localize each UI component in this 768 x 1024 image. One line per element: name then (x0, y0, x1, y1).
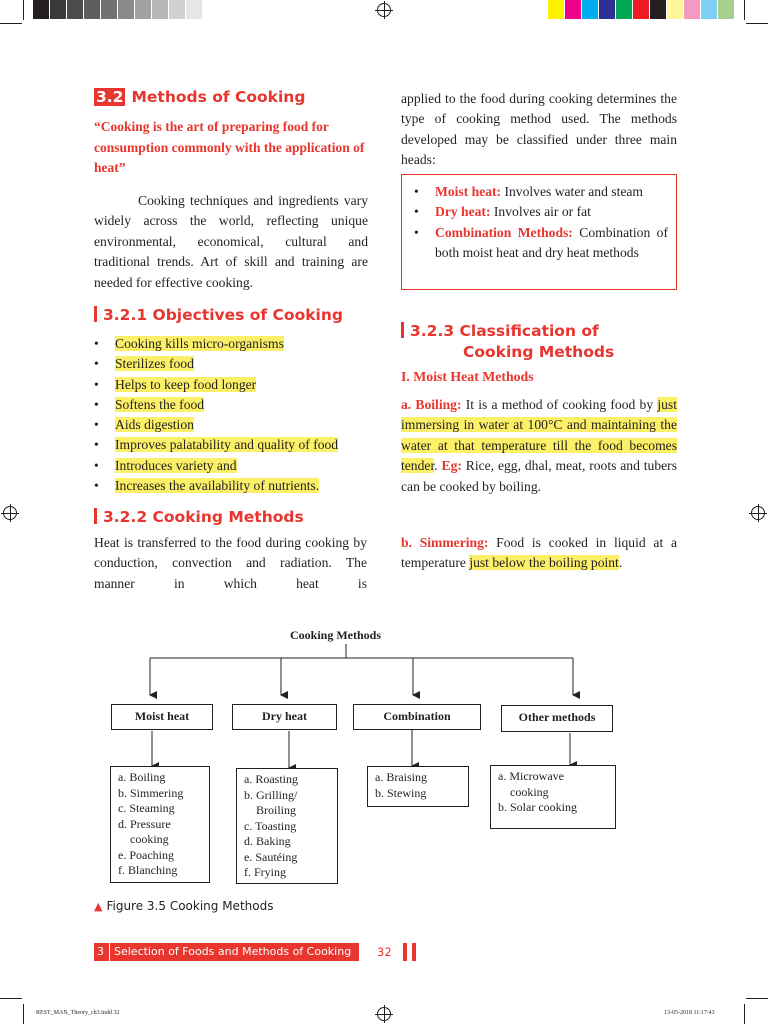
method-item: b. Stewing (375, 785, 427, 800)
heading-bar (401, 322, 404, 338)
gray-swatch (118, 0, 135, 19)
leaf-combination (367, 766, 469, 807)
triangle-icon: ▲ (94, 900, 103, 913)
color-swatch (616, 0, 633, 19)
crop-mark (746, 998, 768, 999)
node-moist-heat: Moist heat (111, 704, 213, 730)
objective-text: Introduces variety and (115, 457, 237, 473)
diagram-title: Cooking Methods (290, 628, 382, 642)
registration-mark-left (3, 506, 17, 520)
crop-mark (0, 23, 22, 24)
color-swatch (701, 0, 718, 19)
page-bar (403, 943, 407, 961)
page-bar (412, 943, 416, 961)
heads-item-combination (412, 223, 668, 264)
crop-mark (23, 0, 24, 20)
color-swatch (599, 0, 616, 19)
moist-label: Moist heat: (435, 184, 502, 199)
leaf-other-methods (490, 765, 616, 829)
method-item: a. Roasting (244, 772, 298, 786)
chapter-title: Selection of Foods and Methods of Cooking (114, 945, 352, 958)
objective-text: Aids digestion (115, 417, 194, 433)
registration-mark-top (377, 3, 391, 17)
page-number: 32 (377, 945, 392, 959)
heading-bar (94, 306, 97, 322)
method-item: d. Pressure (118, 816, 171, 831)
section-title-text: Methods of Cooking (131, 88, 306, 106)
objective-item (94, 476, 338, 496)
boiling-highlight: just immersing in water at 100°C and maintaining the water at that temperature till the food becomes tender (401, 397, 677, 474)
cooking-methods-heading-text: 3.2.2 Cooking Methods (103, 508, 304, 526)
boiling-paragraph (401, 395, 677, 497)
objective-text: Cooking kills micro-organisms (115, 336, 284, 351)
color-swatch (684, 0, 701, 19)
combination-label: Combination Methods: (435, 224, 573, 240)
simmering-highlight: just below the boiling point (469, 555, 619, 571)
heat-continued-paragraph: applied to the food during cooking determines the type of cooking method used. The methods developed may be classified under three main heads: (401, 91, 677, 168)
color-swatch (718, 0, 735, 19)
objective-text: Increases the availability of nutrients. (115, 478, 320, 494)
method-item: b. Grilling/ (244, 787, 298, 802)
method-item: Broiling (244, 803, 297, 817)
gray-swatch (33, 0, 50, 19)
method-item: a. Boiling (118, 770, 166, 784)
method-item: f. Blanching (118, 863, 178, 877)
section-number: 3.2 (96, 88, 124, 106)
objective-item (94, 354, 338, 374)
figure-caption (94, 899, 273, 913)
objective-item (94, 415, 338, 435)
leaf-moist-heat (110, 766, 210, 883)
node-combination: Combination (353, 704, 481, 730)
color-swatch (548, 0, 565, 19)
gray-swatch (169, 0, 186, 19)
crop-mark (23, 1004, 24, 1024)
dry-text: Involves air or fat (490, 204, 591, 220)
color-swatch (650, 0, 667, 19)
method-item: cooking (118, 832, 169, 846)
method-item: cooking (498, 784, 549, 799)
gray-swatch-bar (33, 0, 220, 19)
method-item: a. Braising (375, 770, 427, 784)
color-swatch (565, 0, 582, 19)
heading-bar (94, 508, 97, 524)
simmering-text: Food is cooked in liquid at a temperature (401, 535, 678, 571)
gray-swatch (67, 0, 84, 19)
node-dry-heat: Dry heat (232, 704, 337, 730)
objective-text: Sterilizes food (115, 356, 194, 372)
objectives-heading-text: 3.2.1 Objectives of Cooking (103, 306, 343, 324)
eg-label: Eg: (437, 458, 462, 474)
method-item: b. Solar cooking (498, 800, 577, 814)
boiling-period: . (434, 458, 438, 474)
objectives-list (94, 334, 338, 496)
combination-text: Combination of both moist heat and dry heat methods (435, 224, 668, 260)
chapter-footer (94, 943, 359, 961)
crop-mark (0, 998, 22, 999)
intro-paragraph: Cooking techniques and ingredients vary widely across the world, reflecting unique environmental, economical, cultural and traditional trends. Art of skill and training are needed for effective cooking. (94, 193, 368, 290)
registration-mark-bottom (377, 1007, 391, 1021)
registration-mark-right (751, 506, 765, 520)
color-swatch (582, 0, 599, 19)
gray-swatch (84, 0, 101, 19)
leaf-dry-heat (236, 768, 338, 884)
gray-swatch (203, 0, 220, 19)
simmering-period: . (618, 555, 623, 571)
section-title (94, 88, 305, 106)
moist-heat-subheading: I. Moist Heat Methods (401, 369, 534, 384)
classification-heading (401, 321, 614, 363)
boiling-text: It is a method of cooking food by (461, 397, 658, 412)
method-item: a. Microwave (498, 769, 564, 783)
node-other-methods: Other methods (501, 705, 613, 732)
boiling-examples: Rice, egg, dhal, meat, roots and tubers can be cooked by boiling. (401, 458, 677, 494)
classification-heading-line1: 3.2.3 Classification of (410, 322, 599, 340)
objective-text: Softens the food (115, 396, 205, 412)
chapter-number: 3 (94, 943, 110, 961)
gray-swatch (50, 0, 67, 19)
objective-text: Improves palatability and quality of food (115, 437, 339, 453)
method-item: f. Frying (244, 865, 286, 879)
method-item: b. Simmering (118, 785, 184, 800)
boiling-label: a. Boiling: (401, 397, 462, 412)
crop-mark (744, 1004, 745, 1024)
color-swatch-bar (548, 0, 735, 19)
gray-swatch (101, 0, 118, 19)
simmering-paragraph (401, 533, 677, 574)
heads-item-dry (412, 202, 668, 222)
objective-text: Helps to keep food longer (115, 376, 257, 392)
cooking-methods-heading (94, 508, 304, 526)
objective-item (94, 375, 338, 395)
heads-item-moist (412, 182, 668, 202)
objective-item (94, 334, 338, 354)
gray-swatch (135, 0, 152, 19)
method-item: e. Poaching (118, 847, 174, 862)
crop-mark (746, 23, 768, 24)
color-swatch (667, 0, 684, 19)
cooking-quote: “Cooking is the art of preparing food for consumption commonly with the application of heat” (94, 119, 365, 175)
objective-item (94, 456, 338, 476)
simmering-label: b. Simmering: (401, 535, 489, 550)
gray-swatch (186, 0, 203, 19)
objective-item (94, 395, 338, 415)
method-item: d. Baking (244, 834, 291, 848)
classification-heading-line2: Cooking Methods (463, 343, 615, 361)
method-item: c. Steaming (118, 801, 175, 815)
heads-box (401, 174, 677, 290)
slug-timestamp: 13-05-2018 11:17:43 (664, 1010, 715, 1016)
figure-caption-text: Figure 3.5 Cooking Methods (106, 899, 274, 913)
heat-transfer-paragraph: Heat is transferred to the food during cooking by conduction, convection and radiation. The manner in which heat is (94, 535, 367, 591)
gray-swatch (152, 0, 169, 19)
slug-filename: REST_MAN_Theory_ch3.indd 32 (36, 1010, 120, 1016)
moist-text: Involves water and steam (501, 184, 644, 199)
dry-label: Dry heat: (435, 204, 491, 220)
objectives-heading (94, 306, 343, 324)
method-item: c. Toasting (244, 818, 297, 833)
method-item: e. Sautéing (244, 849, 298, 864)
crop-mark (744, 0, 745, 20)
color-swatch (633, 0, 650, 19)
objective-item (94, 435, 338, 455)
